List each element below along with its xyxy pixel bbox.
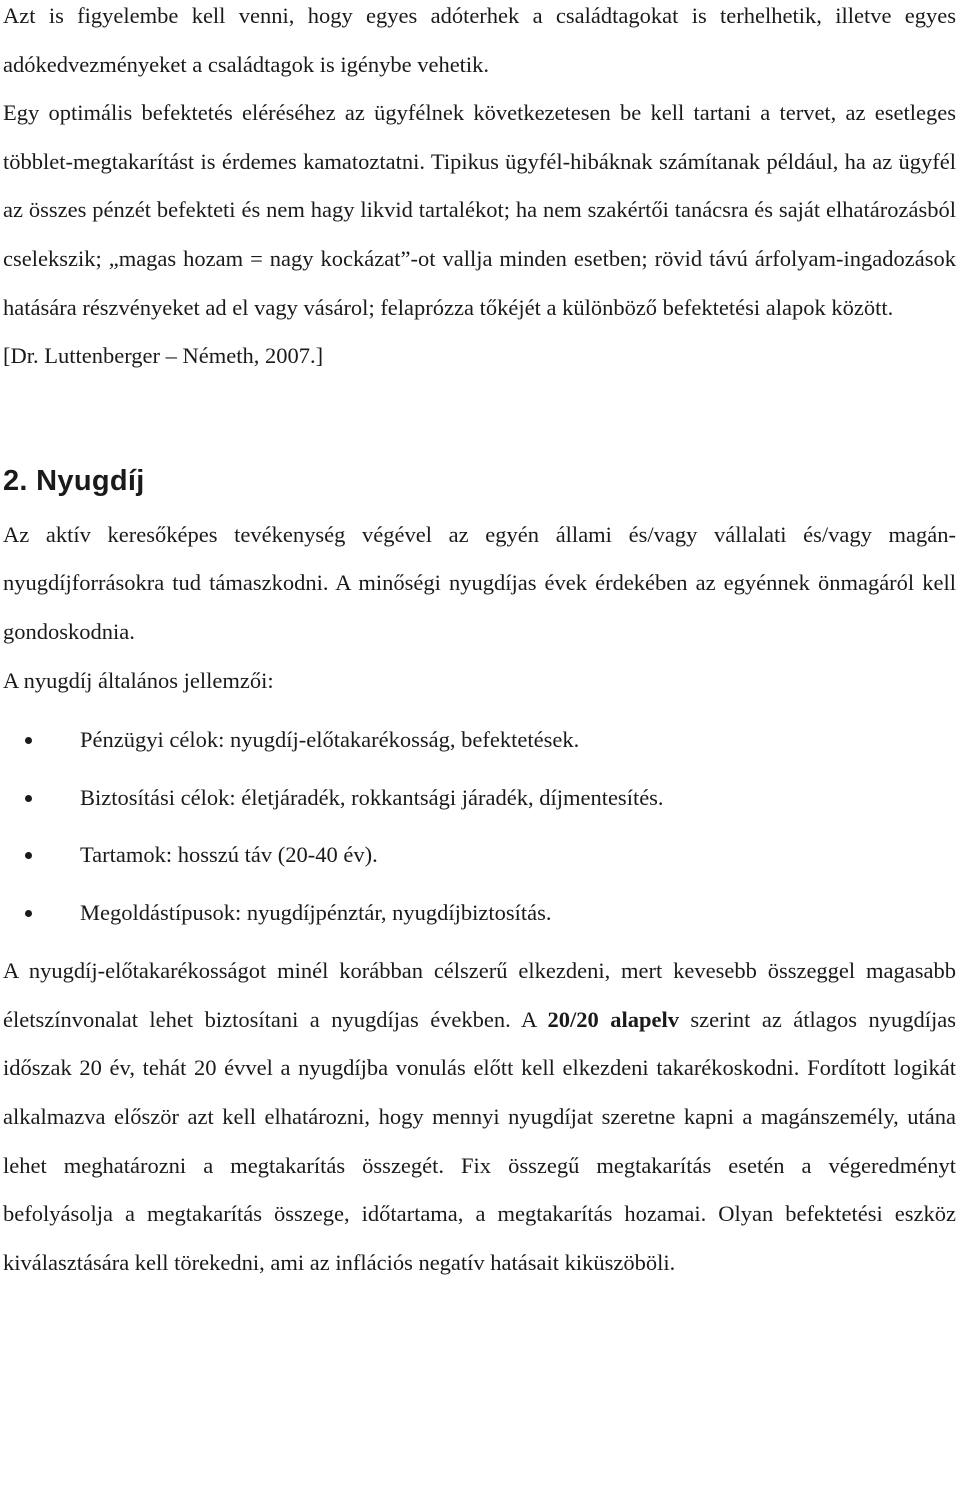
list-intro: A nyugdíj általános jellemzői: bbox=[3, 667, 274, 693]
bullet-icon bbox=[25, 910, 32, 917]
list-item bbox=[3, 769, 956, 827]
list-item bbox=[3, 884, 956, 942]
intro-paragraph-1: Azt is figyelembe kell venni, hogy egyes adóterhek a családtagokat is terhelhetik, illetve egyes adókedvezményeket a családtagok is igénybe vehetik. bbox=[3, 3, 956, 77]
intro-paragraph-2: Egy optimális befektetés eléréséhez az ügyfélnek következetesen be kell tartani a tervet, az esetleges többlet-megtakarítást is érdemes kamatoztatni. Tipikus ügyfél-hibáknak számítanak például, ha az ügyfél az összes pénzét befekteti és nem hagy likvid tartalékot; ha nem szakértői tanácsra és saját elhatározásból cselekszik; „magas hozam = nagy kockázat”-ot vallja minden esetben; rövid távú árfolyam-ingadozások hatására részvényeket ad el vagy vásárol; felaprózza tőkéjét a különböző befektetési alapok között. bbox=[3, 100, 956, 320]
feature-list bbox=[3, 711, 956, 941]
list-item-text: Megoldástípusok: nyugdíjpénztár, nyugdíjbiztosítás. bbox=[80, 899, 552, 925]
list-item bbox=[3, 711, 956, 769]
list-item-text: Pénzügyi célok: nyugdíj-előtakarékosság, befektetések. bbox=[80, 727, 580, 753]
principle-term: 20/20 alapelv bbox=[547, 1006, 679, 1032]
citation: [Dr. Luttenberger – Németh, 2007.] bbox=[3, 343, 324, 369]
list-item-text: Tartamok: hosszú táv (20-40 év). bbox=[80, 842, 378, 868]
paragraph-text-start: A nyugdíj-előtakarékosságot minél korábban célszerű elkezdeni, mert kevesebb összeggel magasabb életszínvonalat lehet biztosítani a nyugdíjas években. A bbox=[3, 958, 956, 1032]
list-item-text: Biztosítási célok: életjáradék, rokkantsági járadék, díjmentesítés. bbox=[80, 784, 664, 810]
section-paragraph-2 bbox=[3, 947, 956, 1287]
bullet-icon bbox=[25, 795, 32, 802]
bullet-icon bbox=[25, 852, 32, 859]
bullet-icon bbox=[25, 737, 32, 744]
section-heading: 2. Nyugdíj bbox=[3, 464, 145, 497]
list-item bbox=[3, 826, 956, 884]
section-paragraph-1: Az aktív keresőképes tevékenység végével az egyén állami és/vagy vállalati és/vagy magán-nyugdíjforrásokra tud támaszkodni. A minőségi nyugdíjas évek érdekében az egyénnek önmagáról kell gondoskodnia. bbox=[3, 521, 956, 644]
document-page bbox=[3, 0, 956, 1287]
paragraph-text-end: szerint az átlagos nyugdíjas időszak 20 év, tehát 20 évvel a nyugdíjba vonulás előtt kell elkezdeni takarékoskodni. Fordított logikát alkalmazva először azt kell elhatározni, hogy mennyi nyugdíjat szeretne kapni a magánszemély, utána lehet meghatározni a megtakarítás összegét. Fix összegű megtakarítás esetén a végeredményt befolyásolja a megtakarítás összege, időtartama, a megtakarítás hozamai. Olyan befektetési eszköz kiválasztására kell törekedni, ami az inflációs negatív hatásait kiküszöböli. bbox=[3, 1006, 956, 1275]
